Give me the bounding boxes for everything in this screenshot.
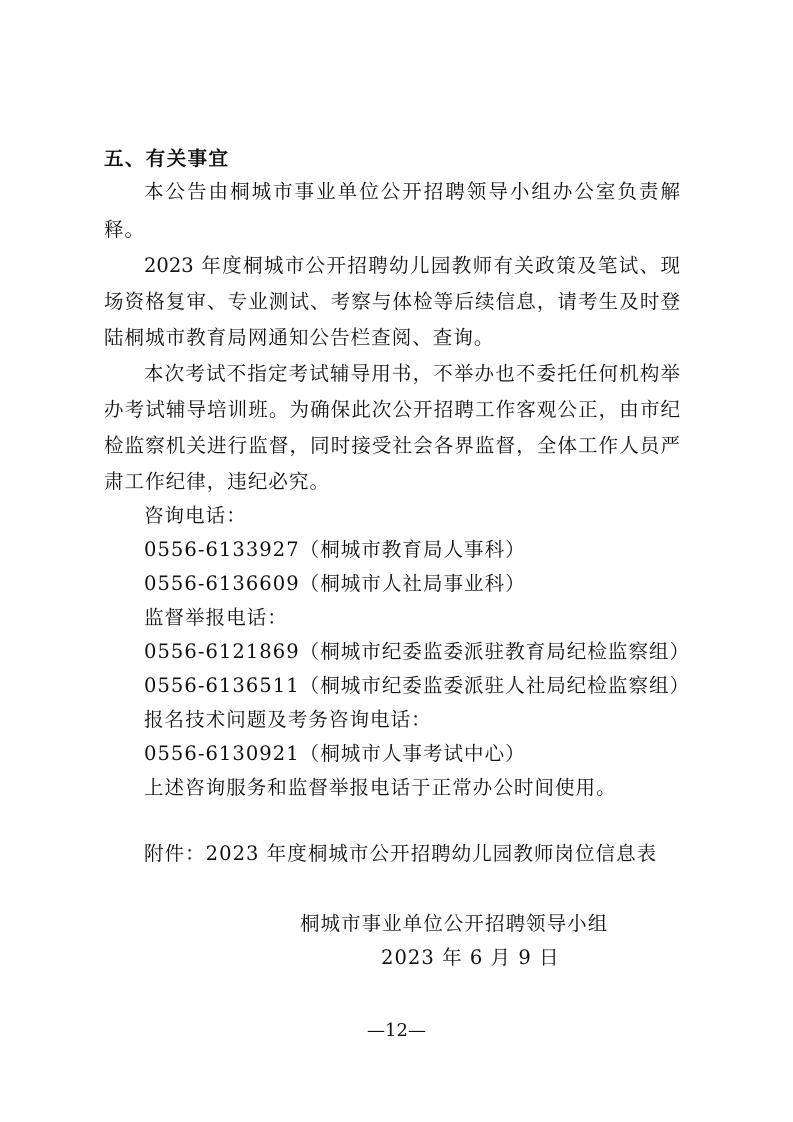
paragraph-line: 本公告由桐城市事业单位公开招聘领导小组办公室负责解 [144, 180, 680, 203]
paragraph-line: 场资格复审、专业测试、考察与体检等后续信息，请考生及时登 [104, 290, 680, 313]
signature-org: 桐城市事业单位公开招聘领导小组 [300, 912, 609, 935]
paragraph-line: 本次考试不指定考试辅导用书，不举办也不委托任何机构举 [144, 362, 680, 385]
report-phone: 0556-6121869（桐城市纪委监委派驻教育局纪检监察组） [144, 640, 691, 663]
page-number: —12— [367, 1020, 426, 1041]
section-heading: 五、有关事宜 [104, 147, 230, 170]
inquiry-phone: 0556-6136609（桐城市人社局事业科） [144, 572, 526, 595]
paragraph-line: 办考试辅导培训班。为确保此次公开招聘工作客观公正，由市纪 [104, 398, 680, 421]
paragraph-line: 陆桐城市教育局网通知公告栏查阅、查询。 [104, 326, 495, 349]
paragraph-line: 释。 [104, 218, 146, 241]
report-phone-label: 监督举报电话： [144, 606, 288, 629]
tech-phone-label: 报名技术问题及考务咨询电话： [144, 708, 432, 731]
attachment-line: 附件：2023 年度桐城市公开招聘幼儿园教师岗位信息表 [144, 842, 658, 865]
signature-date: 2023 年 6 月 9 日 [381, 946, 560, 969]
inquiry-phone-label: 咨询电话： [144, 504, 247, 527]
report-phone: 0556-6136511（桐城市纪委监委派驻人社局纪检监察组） [144, 674, 691, 697]
inquiry-phone: 0556-6133927（桐城市教育局人事科） [144, 538, 526, 561]
paragraph-line: 肃工作纪律，违纪必究。 [104, 470, 331, 493]
paragraph-line: 检监察机关进行监督，同时接受社会各界监督，全体工作人员严 [104, 434, 680, 457]
tech-phone: 0556-6130921（桐城市人事考试中心） [144, 742, 526, 765]
paragraph-line: 2023 年度桐城市公开招聘幼儿园教师有关政策及笔试、现 [144, 254, 680, 277]
usage-note: 上述咨询服务和监督举报电话于正常办公时间使用。 [144, 776, 617, 799]
